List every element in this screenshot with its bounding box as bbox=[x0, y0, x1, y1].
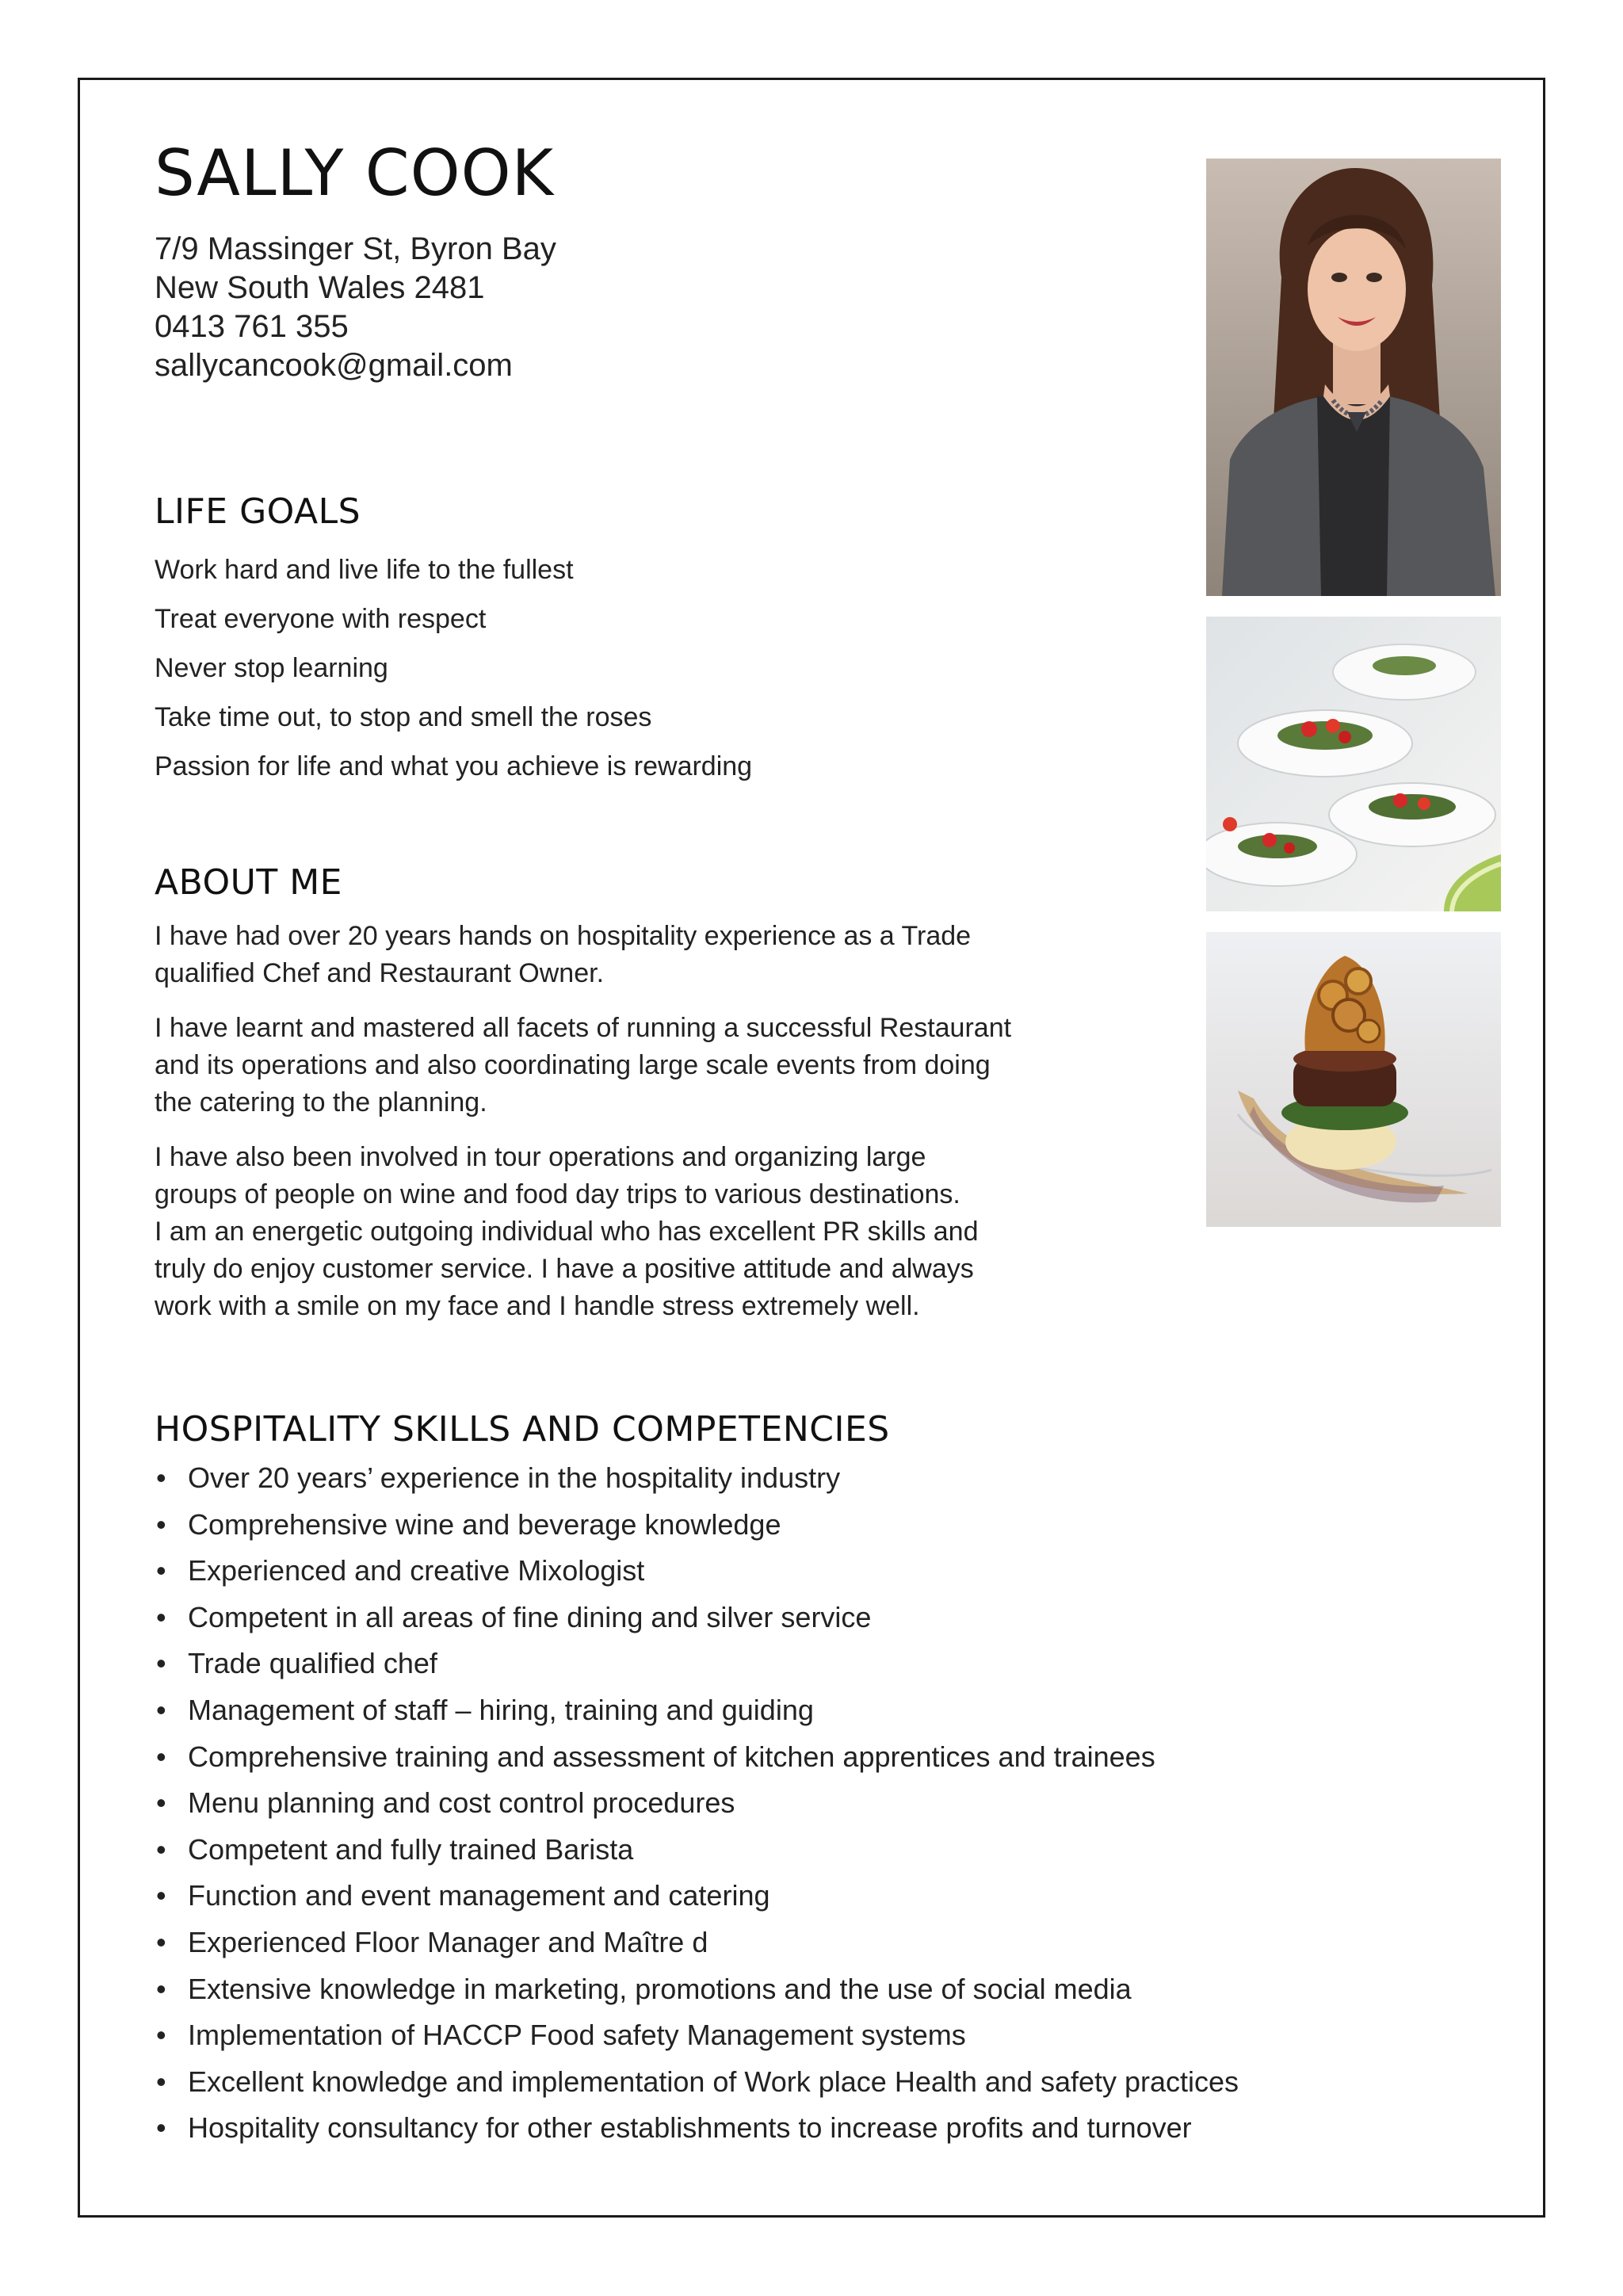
list-item: • Competent in all areas of fine dining and silver service bbox=[155, 1595, 1239, 1641]
skills-heading: HOSPITALITY SKILLS AND COMPETENCIES bbox=[155, 1409, 890, 1450]
text-line: I have also been involved in tour operations and organizing large bbox=[155, 1142, 926, 1172]
list-item: Work hard and live life to the fullest bbox=[155, 555, 574, 585]
text-line: the catering to the planning. bbox=[155, 1087, 487, 1117]
text-line: I have had over 20 years hands on hospitality experience as a Trade bbox=[155, 921, 972, 951]
list-item: • Trade qualified chef bbox=[155, 1641, 1239, 1687]
candidate-name: SALLY COOK bbox=[155, 136, 555, 210]
list-item: • Extensive knowledge in marketing, promotions and the use of social media bbox=[155, 1966, 1239, 2013]
list-item: • Hospitality consultancy for other establishments to increase profits and turnover bbox=[155, 2105, 1239, 2152]
text-line: groups of people on wine and food day trips to various destinations. bbox=[155, 1179, 960, 1209]
text-line: and its operations and also coordinating large scale events from doing bbox=[155, 1050, 991, 1080]
about-me-heading: ABOUT ME bbox=[155, 862, 342, 903]
list-item: • Implementation of HACCP Food safety Management systems bbox=[155, 2012, 1239, 2059]
list-item: Never stop learning bbox=[155, 653, 388, 683]
appetizer-photo bbox=[1206, 617, 1501, 911]
about-me-text bbox=[155, 918, 1137, 1343]
list-item: • Menu planning and cost control procedures bbox=[155, 1780, 1239, 1827]
phone-number: 0413 761 355 bbox=[155, 309, 349, 344]
about-paragraph-2 bbox=[155, 1010, 1137, 1121]
text-line: truly do enjoy customer service. I have a positive attitude and always bbox=[155, 1254, 974, 1284]
about-paragraph-1 bbox=[155, 918, 1137, 992]
text-line: I am an energetic outgoing individual who has excellent PR skills and bbox=[155, 1217, 979, 1247]
life-goals-list bbox=[155, 545, 752, 791]
skills-list bbox=[155, 1455, 1239, 2152]
list-item: Treat everyone with respect bbox=[155, 604, 487, 634]
main-dish-photo bbox=[1206, 932, 1501, 1227]
list-item: Passion for life and what you achieve is rewarding bbox=[155, 751, 753, 781]
list-item: • Excellent knowledge and implementation of Work place Health and safety practices bbox=[155, 2059, 1239, 2106]
text-line: I have learnt and mastered all facets of running a successful Restaurant bbox=[155, 1013, 1012, 1043]
list-item: • Competent and fully trained Barista bbox=[155, 1827, 1239, 1874]
list-item: • Management of staff – hiring, training and guiding bbox=[155, 1687, 1239, 1734]
contact-block bbox=[155, 230, 556, 385]
list-item: Take time out, to stop and smell the roses bbox=[155, 702, 652, 732]
text-line: qualified Chef and Restaurant Owner. bbox=[155, 958, 605, 988]
address-line-2: New South Wales 2481 bbox=[155, 270, 485, 305]
list-item: • Over 20 years’ experience in the hospitality industry bbox=[155, 1455, 1239, 1502]
list-item: • Comprehensive training and assessment of kitchen apprentices and trainees bbox=[155, 1734, 1239, 1781]
list-item: • Experienced Floor Manager and Maître d bbox=[155, 1920, 1239, 1966]
list-item: • Function and event management and catering bbox=[155, 1873, 1239, 1920]
list-item: • Experienced and creative Mixologist bbox=[155, 1548, 1239, 1595]
address-line-1: 7/9 Massinger St, Byron Bay bbox=[155, 231, 556, 266]
list-item: • Comprehensive wine and beverage knowledge bbox=[155, 1502, 1239, 1549]
about-paragraph-3 bbox=[155, 1139, 1137, 1325]
text-line: work with a smile on my face and I handle stress extremely well. bbox=[155, 1291, 920, 1321]
portrait-photo bbox=[1206, 159, 1501, 596]
email-address: sallycancook@gmail.com bbox=[155, 348, 513, 383]
life-goals-heading: LIFE GOALS bbox=[155, 491, 361, 532]
